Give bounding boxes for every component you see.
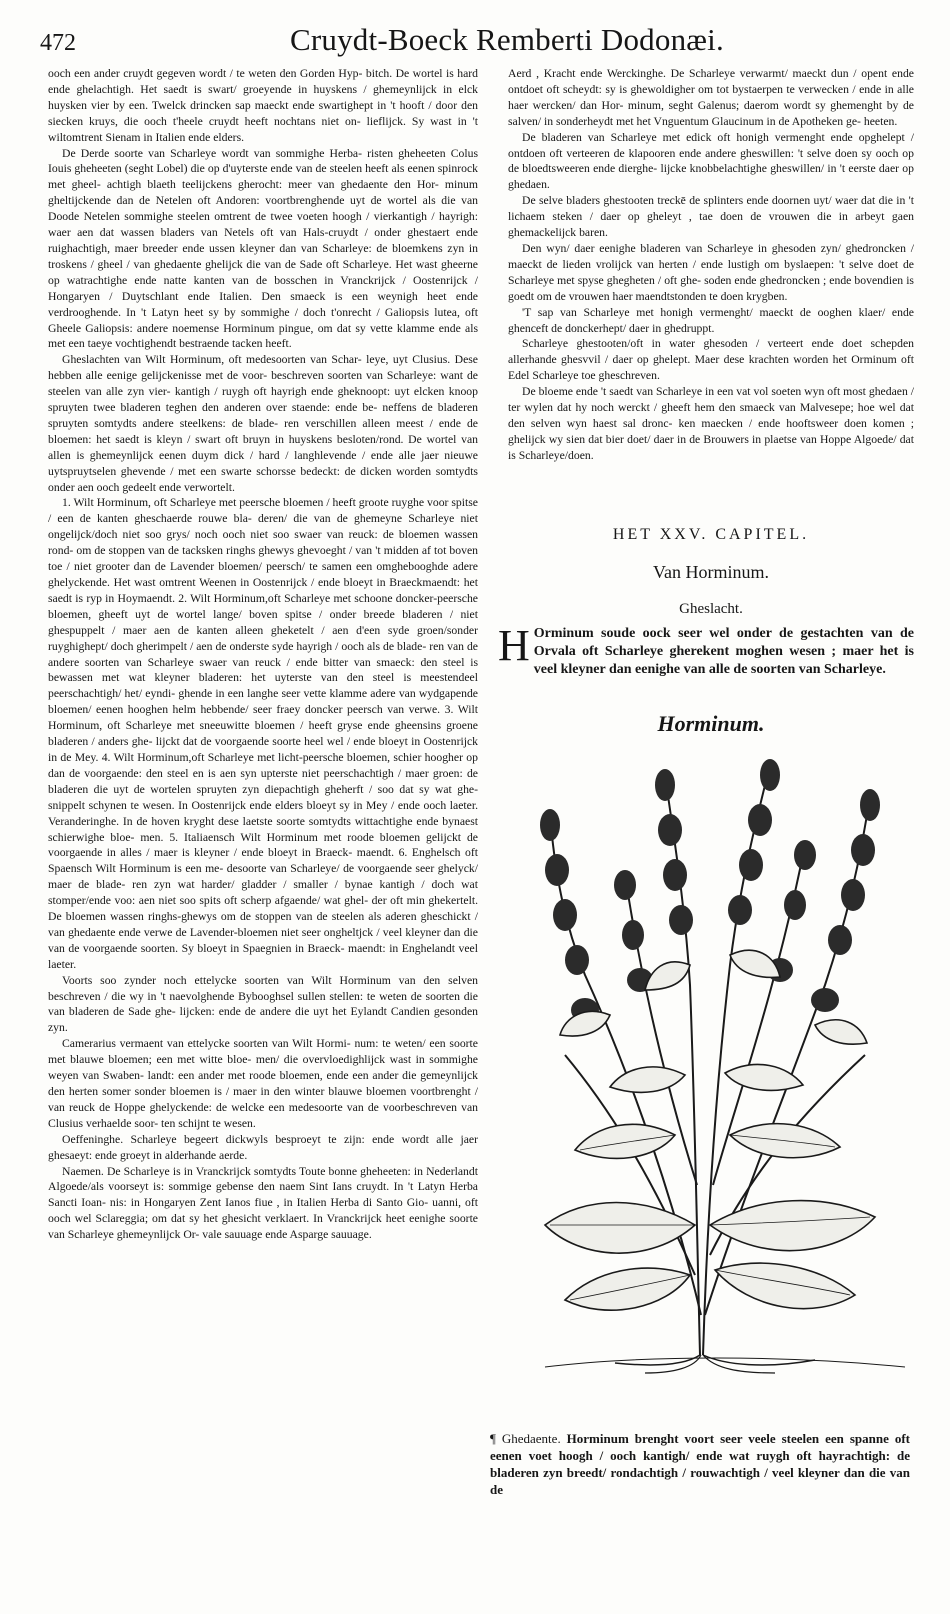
ghedaente-text: Horminum brenght voort seer veele steelen een spanne oft eenen voet hoogh / ooch kantigh/ ende wat ruygh oft hayrachtigh: de bladeren zyn breedt/ rondachtigh / rouwachtigh / veel kleyner dan die van de: [490, 1431, 910, 1497]
paragraph-mark: ¶: [490, 1431, 496, 1446]
ghedaente-paragraph: [490, 1430, 910, 1498]
plant-illustration: [525, 755, 920, 1375]
left-paragraph: Oeffeninghe. Scharleye begeert dickwyls besproeyt te zijn: ende wordt alle jaer ghesaeyt: ende groeyt in alderhande aerde.: [48, 1132, 478, 1162]
left-column: [48, 66, 478, 1512]
right-paragraph: De bloeme ende 't saedt van Scharleye in een vat vol soeten wyn oft most ghedaen / ter wylen dat hy noch werckt / gheeft hem den smaeck van Malvesepe; hoe wel dat den selven wyn haest sal dronc- ken maecken / ende hooftsweer doen komen ; ghelijck wy sien dat bier doet/ daer in de Brouwers in plaetse van Hoppe Algoede/ dat is Scharleye/doen.: [508, 385, 914, 462]
left-paragraph: Camerarius vermaent van ettelycke soorten van Wilt Hormi- num: te weten/ een soorte met blauwe bloemen; een met witte bloe- men/ die overvloedighlijck wast in sommighe weyen van Swaben- landt: een ander met roode bloemen, ende een ander die gemeynlijck den herten somer sonder bloemen is / maer in den winter blauwe bloemen voortbrenght / van reuck de Hoppe ghelyckende: de welcke een medesoorte van de voorbeschreven van Clusius verhaelde soor- ten schijnt te wesen.: [48, 1037, 478, 1130]
left-paragraph: Gheslachten van Wilt Horminum, oft medesoorten van Schar- leye, uyt Clusius. Dese hebben alle eenige gelijckenisse met de voor- beschreven soorten van Scharleye: want de steelen van alle zyn vier- kantigh / ruygh oft hayrigh ende gheknoopt: uyt elcken knoop spruyten twee bladeren teghen den anderen over staende: ende be- neffens de bladeren spruyten somtydts andere steelkens: de blade- ren verschillen alleen meest / ende de bloemen: het saedt is kleyn / swart oft bruyn in huyskens besloten/rond. De wortel van allen is ghemeynlijck eenen duym dick / hard / langhlevende / ende alle jaer nieuwe uytspruytselen ghevende / met een swarte schorsse bedeckt: de dicken worden somtydts onder aen ooch gedeelt ende verwortelt.: [48, 353, 478, 494]
left-paragraph: Voorts soo zynder noch ettelycke soorten van Wilt Horminum van den selven beschreven / die wy in 't naevolghende Bybooghsel sullen stellen: te weten de soorten die van bladeren de Sade ghe- lijcken: ende de andere die uyt het Eylandt Candien gesonden zyn.: [48, 973, 478, 1035]
ghedaente-label: Ghedaente.: [501, 1431, 561, 1446]
drop-cap: H: [498, 621, 530, 670]
chapter-body-text: Orminum soude oock seer wel onder de gestachten van de Orvala oft Scharleye gherekent moghen wesen ; maer het is veel kleyner dan eenighe van alle de soorten van Scharleye.: [533, 626, 914, 677]
right-paragraph: Scharleye ghestooten/oft in water ghesoden / verteert ende doet schepden allerhande ghesvvil / daer op ghelept. Maer dese krachten worden het Orminum oft Edel Scharleye toe gheschreven.: [508, 337, 914, 383]
chapter-heading: HET XXV. CAPITEL.: [612, 526, 810, 543]
figure-caption: Horminum.: [657, 711, 765, 736]
chapter-body: [498, 621, 914, 679]
left-paragraph: Naemen. De Scharleye is in Vranckrijck somtydts Toute bonne gheheeten: in Nederlandt Algoede/als voorseyt is: sommige gebense den naem Sint Ians cruydt. In 't Latyn Herba Sancti Ioan- nis: in Hongaryen Zent Ianos fiue , in Italien Herba di Santo Gio- uanni, oft ooch wel Sclareggia; om dat sy het ghesicht verklaert. In Vranckrijck heet eenighe soorte van Scharleye ghemeynlijck Or- vale sauuage ende Asparge sauuage.: [48, 1164, 478, 1242]
right-column-top: [508, 66, 914, 506]
right-paragraph: De bladeren van Scharleye met edick oft honigh vermenght ende opghelept / ontdoen oft verteeren de klapooren ende andere gheswillen: 't selve doen sy ooch op de bloedtsweeren ende dierghe- lijcke knobbelachtighe gheswillen/ in 't eerste daer op ghedaen.: [508, 130, 914, 192]
section-heading: Gheslacht.: [679, 601, 743, 617]
chapter-title: Van Horminum.: [653, 562, 769, 582]
running-title: Cruydt-Boeck Remberti Dodonæi.: [290, 22, 724, 57]
left-paragraph: 1. Wilt Horminum, oft Scharleye met peersche bloemen / heeft groote ruyghe voor spitse / een de kanten gheschaerde rouwe bla- deren/ die van de ghemeyne Scharleye niet ongelijck/doch niet soo grys/ noch ooch niet soo swaer van reuck: de bloemen wassen rond- om de stoppen van de tacksken ringhs ghewys ghevoeght / van 't midden af tot boven toe / niet grooter dan de Lavender bloemen/ peersch/ te samen een omghebooghde adere ghelyckende. Het wast omtrent Weenen in Oostenrijck / ende bloeyt in Braeckmaendt: het saedt is ryp in Hoymaendt. 2. Wilt Horminum,oft Scharleye met schoone doncker-peersche bloemen, gheeft uyt de wortel lange/ boven spitse / onder breede bladeren / niet ghespuppelt / maer aen de kanten alleen gheketelt / aen d'een syde groen/sonder ruyghighept/ doch gherimpelt / aen de onderste syde hayrigh / ooch als de blade- ren van de andere soorten van Scharleye swaer van reuck / ende bitter van smaeck: den steel is bewassen met wat kleyner bladeren: het uyterste van den steel is meestendeel peerschachtigh/ het/ eyndi- ghende in een langhe seer vette klamme adere van wydgapende bloemen/ eenen hooghen helm hebbende/ seer fraey doncker peersch van verwe. 3. Wilt Horminum, oft Scharleye met sneeuwitte bloemen / heeft gryse ende gheensins groene bladeren / anders ghe- lijckt dat de voorgaende soorte heel wel / ende bloeyt in Oostenrijck in de Mey. 4. Wilt Horminum,oft Scharleye met licht-peersche bloemen, schier hoogher op dan de voorgaende: den steel en is aen syn upterste niet peerschachtigh / maer groen: de bladeren die uyt de wortelen spruyten zyn diepachtigh gheherft / soo dat sy wat ghe- snippelt schynen te wesen. In Oostenrijck ende elders bloeyt sy in Mey / ende ooch laeter. Veranderinghe. In de hoven kryght dese laetste soorte somtydts wittachtighe ende bynaest schierwighe bloe- men. 5. Italiaensch Wilt Horminum met roode bloemen gelijckt de voorgaende in alles / maer is kleyner / ende bloeyt in Braeck- maendt. 6. Enghelsch oft Spaensch Wilt Horminum is een me- desoorte van Scharleye/ de voorgaende seer ghelyck/ maer de blade- ren zyn wat harder/ gladder / smaller / bynae kantigh / doch wat stomper/ende voo: aen niet soo spits oft scherp afgaende/ wat ghel- der oft min ghekertelt. De bloemen wassen ringhs-ghewys om de stoppen van de steelen als aderen gheschickt / van ghedaente ende verwe de Lavender-bloemen niet seer ongheltjck / veel kleyner dan die van de voorgaende soorten. Sy bloeyt in Spaegnien in Braeck- maendt: in Enghelandt veel laeter.: [48, 496, 478, 971]
right-paragraph: Aerd , Kracht ende Werckinghe. De Scharleye verwarmt/ maeckt dun / opent ende ontdoet oft scheydt: sy is ghewoldigher om tot bystaerpen te verwecken / ende in alle haer wercken/ dan Hor- minum, seght Galenus; daerom wordt sy ghemenght by de salven/ in sonderheydt met het Vnguentum Glaucinum in de Apotheken ge- heeten.: [508, 67, 914, 128]
left-paragraph: ooch een ander cruydt gegeven wordt / te weten den Gorden Hyp- bitch. De wortel is hard ende ghelachtigh. Het saedt is swart/ groeyende in huyskens / ghemeynlijck in elck huysken vier by een. Twelck drincken sap maeckt ende swartighept in 't hooft / door den siecken kruys, die ooch t'heele cruydt heeft nochtans niet on- lieflijck. Sy wast in 't wiltomtrent Sienam in Italien ende elders.: [48, 67, 478, 144]
right-paragraph: 'T sap van Scharleye met honigh vermenght/ maeckt de ooghen klaer/ ende ghenceft de donckerhept/ daer in ghedruppt.: [508, 305, 914, 335]
page-number: 472: [40, 30, 76, 56]
right-paragraph: Den wyn/ daer eenighe bladeren van Scharleye in ghesoden zyn/ ghedroncken / maeckt de lieden vrolijck van herten / ende lustigh om byslaepen: 't selve doet de Scharleye met spyse ghegheten / oft ghe- soden ende ghedroncken ; ende bovendien is goedt om de vrouwen haer maendtstonden te doen krygben.: [508, 241, 914, 303]
right-paragraph: De selve bladers ghestooten treckē de splinters ende doornen uyt/ waer dat die in 't lichaem steken / daer op gheleyt , tae doen de vrouwen die in arbeyt gaen ghemackelijck baren.: [508, 194, 914, 240]
left-paragraph: De Derde soorte van Scharleye wordt van sommighe Herba- risten gheheeten Colus Iouis gheheeten (seght Lobel) die op d'uyterste ende van de steelen heeft als eenen spinrock met gheel- achtigh blaeth teelijckens gherocht: meer van ghedaente den Hor- minum gheltijckende dan de Netelen oft Andoren: voortbrenghende uyt de wortel als die van Doode Netelen sommighe steelen omtrent de twee voeten hoogh / vierkantigh / hayrigh: waer aen dat wassen bladers van Netels oft van Hals-cruydt / onder ghestaert ende ruighachtigh, maer breeder ende ussen kleyner dan van Scharleye: de bloemkens zyn in troskens / gheel / van ghedaente ghelijck die van de Sade oft Scharleye. Het wast gheerne op watrachtighe ende natte kanten van de bosschen in Vranckrijck / Oostenrijck / Hongaryen / Duytschlant ende Italien. Den smaeck is een weynigh heet ende verdrooghende. In 't Latyn heet sy by sommighe / doch t'onrecht / Galiopsis lutea, oft Gheele Galiopsis: andere noemense Horminum pingue, om dat sy vette klamme ende als met een taeye vochtighendt bestraende tacken heeft.: [48, 146, 478, 351]
